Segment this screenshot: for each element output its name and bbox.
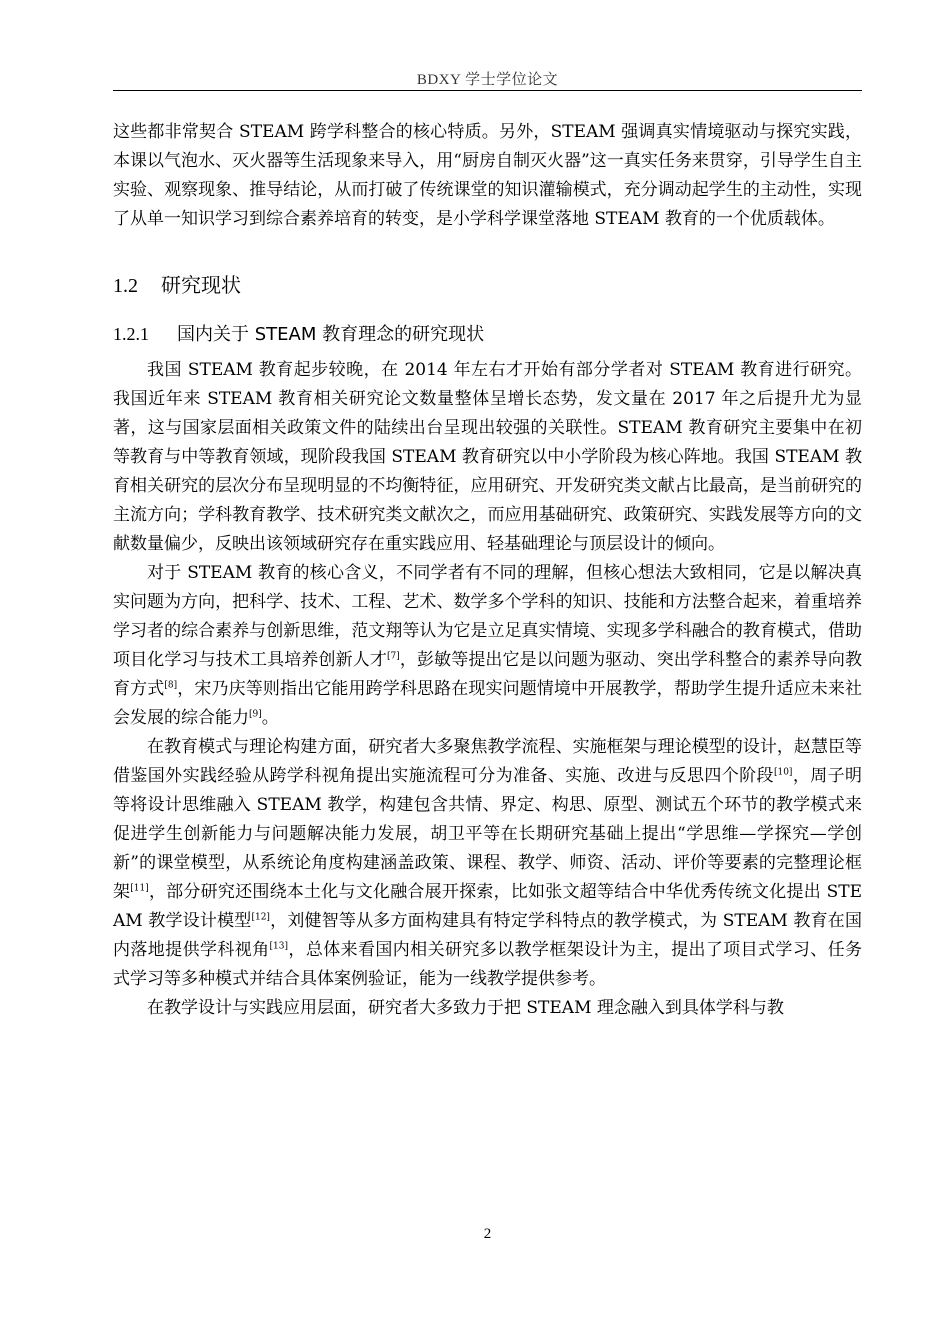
citation-ref: [13] [269,941,289,952]
citation-ref: [10] [773,767,793,778]
citation-ref: [8] [164,680,178,691]
page-number: 2 [483,1226,492,1242]
subsection-heading [113,319,862,350]
paragraph-text: ，周子明等将设计思维融入 STEAM 教学，构建包含共情、界定、构思、原型、测试五个环节的教学模式来促进学生创新能力与问题解决能力发展，胡卫平等在长期研究基础上提出“学思维—学探究—学创新”的课堂模型，从系统论角度构建涵盖政策、课程、教学、师资、活动、评价等要素的完整理论框架 [113,766,863,902]
paragraph-text: 在教育模式与理论构建方面，研究者大多聚焦教学流程、实施框架与理论模型的设计，赵慧臣等借鉴国外实践经验从跨学科视角提出实施流程可分为准备、实施、改进与反思四个阶段 [113,737,862,786]
paragraph-continued: 这些都非常契合 STEAM 跨学科整合的核心特质。另外，STEAM 强调真实情境驱动与探究实践，本课以气泡水、灭火器等生活现象来导入，用“厨房自制灭火器”这一真实任务来贯穿，引导学生自主实验、观察现象、推导结论，从而打破了传统课堂的知识灌输模式，充分调动起学生的主动性，实现了从单一知识学习到综合素养培育的转变，是小学科学课堂落地 STEAM 教育的一个优质载体。 [113,122,862,229]
paragraph [113,733,862,994]
paragraph-text: ，总体来看国内相关研究多以教学框架设计为主，提出了项目式学习、任务式学习等多种模式并结合具体案例验证，能为一线教学提供参考。 [113,940,863,989]
subsection-title: 国内关于 STEAM 教育理念的研究现状 [177,324,485,345]
section-heading [113,270,862,301]
paragraph-text: ，彭敏等提出它是以问题为驱动、突出学科整合的素养导向教育方式 [113,650,862,699]
paragraph: 我国 STEAM 教育起步较晚，在 2014 年左右才开始有部分学者对 STEAM 教育进行研究。我国近年来 STEAM 教育相关研究论文数量整体呈增长态势，发文量在 2017 年之后提升尤为显著，这与国家层面相关政策文件的陆续出台呈现出较强的关联性。STEAM 教育研究主要集中在初等教育与中等教育领域，现阶段我国 STEAM 教育研究以中小学阶段为核心阵地。我国 STEAM 教育相关研究的层次分布呈现明显的不均衡特征，应用研究、开发研究类文献占比最高，是当前研究的主流方向；学科教育教学、技术研究类文献次之，而应用基础研究、政策研究、实践发展等方向的文献数量偏少，反映出该领域研究存在重实践应用、轻基础理论与顶层设计的倾向。 [113,360,862,554]
section-number: 1.2 [113,275,138,297]
header-rule [113,90,862,91]
citation-ref: [9] [249,709,262,720]
citation-ref: [11] [130,883,149,894]
paragraph-text: ，宋乃庆等则指出它能用跨学科思路在现实问题情境中开展教学，帮助学生提升适应未来社会发展的综合能力 [113,679,863,728]
paragraph-text: 对于 STEAM 教育的核心含义，不同学者有不同的理解，但核心想法大致相同，它是以解决真实问题为方向，把科学、技术、工程、艺术、数学多个学科的知识、技能和方法整合起来，着重培养学习者的综合素养与创新思维，范文翔等认为它是立足真实情境、实现多学科融合的教育模式，借助项目化学习与技术工具培养创新人才 [113,563,862,670]
document-body [113,118,862,1023]
citation-ref: [12] [251,912,270,923]
running-header: BDXY 学士学位论文 [416,72,559,88]
subsection-number: 1.2.1 [113,324,149,344]
paragraph [113,559,862,733]
section-title: 研究现状 [161,273,241,297]
paragraph: 在教学设计与实践应用层面，研究者大多致力于把 STEAM 理念融入到具体学科与教 [147,998,784,1018]
paragraph-text: ，刘健智等从多方面构建具有特定学科特点的教学模式，为 STEAM 教育在国内落地提供学科视角 [113,911,863,960]
paragraph-text: 。 [261,708,279,728]
citation-ref: [7] [386,651,400,662]
paragraph-text: ，部分研究还围绕本土化与文化融合展开探索，比如张文超等结合中华优秀传统文化提出 STEAM 教学设计模型 [113,882,863,931]
